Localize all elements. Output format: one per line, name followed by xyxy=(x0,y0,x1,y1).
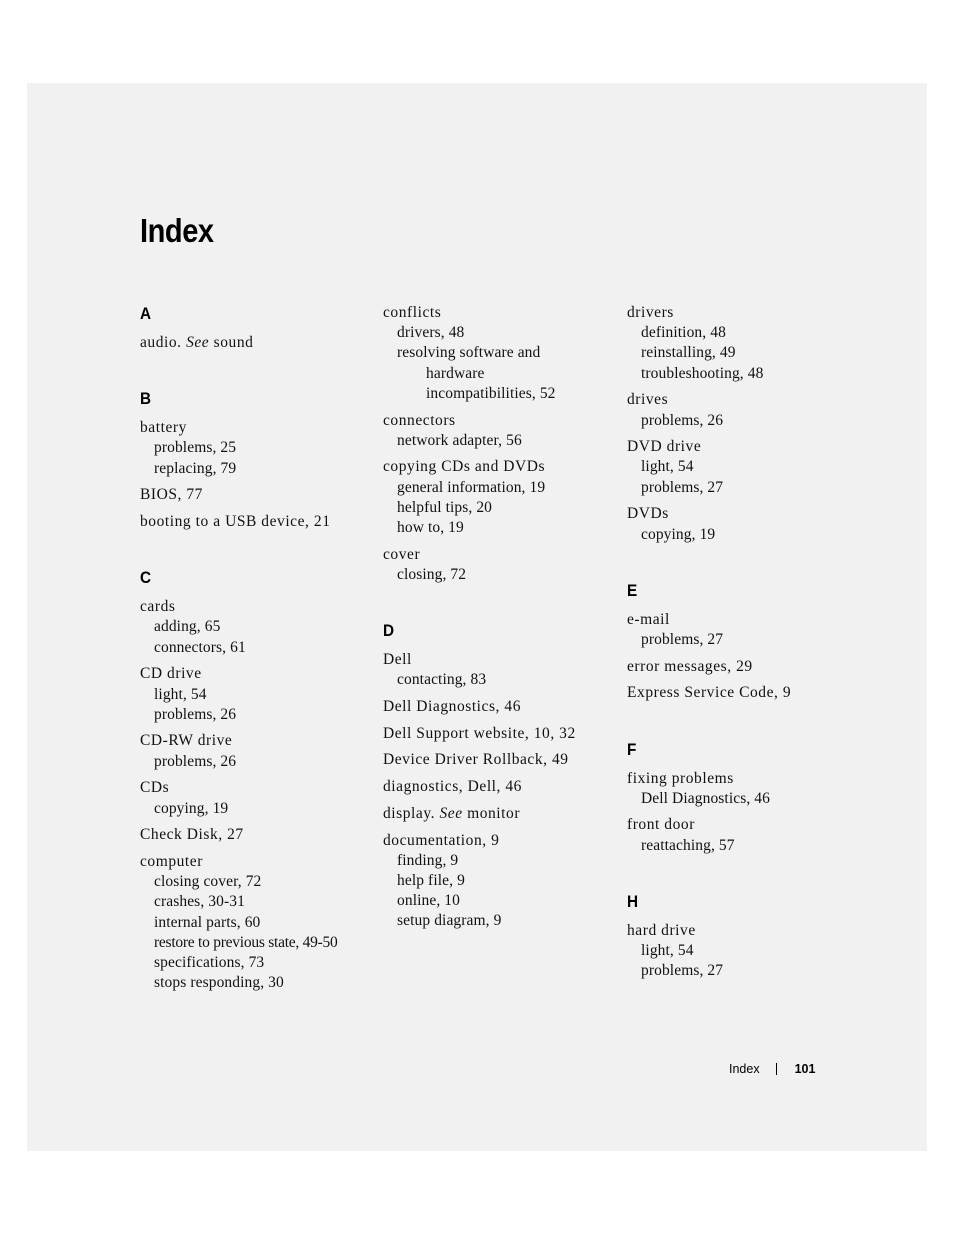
term-text: Dell Diagnostics, 46 xyxy=(383,698,521,716)
index-section xyxy=(383,620,615,931)
term-text: audio. xyxy=(140,334,182,351)
term-text: hard drive xyxy=(627,921,696,939)
term-text: copying CDs and DVDs xyxy=(383,458,546,476)
index-term xyxy=(140,731,372,751)
index-subentry: finding, 9 xyxy=(397,851,459,869)
index-term xyxy=(140,512,372,532)
index-term xyxy=(383,750,615,770)
index-entry xyxy=(383,545,615,585)
index-entry xyxy=(383,804,615,824)
index-entry xyxy=(627,683,859,703)
index-section xyxy=(627,739,859,856)
index-entry xyxy=(383,831,615,932)
index-term xyxy=(383,777,615,797)
term-text: Device Driver Rollback, 49 xyxy=(383,751,569,769)
section-letter: C xyxy=(140,568,152,588)
index-subentry: crashes, 30-31 xyxy=(154,893,245,911)
term-text: booting to a USB device, 21 xyxy=(140,513,331,531)
index-section xyxy=(140,388,372,532)
term-text: drivers xyxy=(627,304,674,321)
index-term xyxy=(383,831,615,851)
index-term xyxy=(140,485,372,505)
index-entry xyxy=(140,664,372,725)
index-subentry: light, 54 xyxy=(154,685,207,703)
index-subentry: stops responding, 30 xyxy=(154,974,284,992)
index-term xyxy=(627,657,859,677)
index-entry xyxy=(140,418,372,479)
index-entry xyxy=(140,852,372,993)
index-term xyxy=(627,504,859,524)
term-text: display. xyxy=(383,804,436,822)
index-subentry: light, 54 xyxy=(641,458,694,476)
term-text: cards xyxy=(140,598,176,616)
index-entry xyxy=(140,597,372,658)
index-entry xyxy=(383,777,615,797)
index-term xyxy=(383,545,615,565)
index-subentry: reattaching, 57 xyxy=(641,836,735,854)
index-subentry: helpful tips, 20 xyxy=(397,498,493,516)
index-term xyxy=(140,664,372,684)
index-subentry: problems, 27 xyxy=(641,962,724,980)
index-entry xyxy=(140,731,372,771)
term-text: conflicts xyxy=(383,304,442,321)
index-subentry: closing, 72 xyxy=(397,565,467,583)
term-text: Dell Support website, 10, 32 xyxy=(383,724,576,742)
term-text: CDs xyxy=(140,779,170,797)
index-term xyxy=(383,457,615,477)
index-subentry: copying, 19 xyxy=(154,799,229,817)
index-entry xyxy=(627,390,859,430)
page-footer xyxy=(729,1062,815,1076)
index-entry xyxy=(627,657,859,677)
index-entry xyxy=(383,303,615,404)
index-subentry: problems, 26 xyxy=(154,752,237,770)
section-letter: F xyxy=(627,739,637,759)
index-subentry: network adapter, 56 xyxy=(397,431,522,449)
index-term xyxy=(627,815,859,835)
index-section xyxy=(383,303,615,585)
index-term xyxy=(140,597,372,617)
index-entry xyxy=(627,921,859,982)
index-term xyxy=(383,724,615,744)
index-subentry: problems, 27 xyxy=(641,630,724,648)
index-subentry: drivers, 48 xyxy=(397,324,465,342)
index-section xyxy=(627,303,859,545)
index-section xyxy=(627,580,859,704)
index-column-3 xyxy=(627,303,859,1016)
index-term xyxy=(383,411,615,431)
index-entry xyxy=(627,610,859,650)
index-column-2 xyxy=(383,303,615,967)
index-subsubentry: hardware xyxy=(426,364,485,382)
see-reference: See xyxy=(186,334,210,351)
index-entry xyxy=(627,437,859,498)
index-subentry: problems, 26 xyxy=(641,411,724,429)
term-text: CD-RW drive xyxy=(140,732,233,750)
index-term xyxy=(627,683,859,703)
index-term xyxy=(140,418,372,438)
term-text: Check Disk, 27 xyxy=(140,826,244,844)
index-entry xyxy=(383,650,615,690)
index-subentry: contacting, 83 xyxy=(397,671,487,689)
page-number: 101 xyxy=(794,1062,816,1076)
index-subentry: resolving software and xyxy=(397,344,541,362)
index-term xyxy=(627,390,859,410)
index-subentry: adding, 65 xyxy=(154,618,221,636)
index-section xyxy=(140,567,372,993)
index-term xyxy=(627,437,859,457)
index-term xyxy=(140,825,372,845)
section-letter: E xyxy=(627,580,638,600)
term-text: computer xyxy=(140,852,203,870)
index-entry xyxy=(627,504,859,544)
footer-divider xyxy=(776,1063,777,1075)
section-letter: H xyxy=(627,891,639,911)
term-text: connectors xyxy=(383,411,456,429)
index-entry xyxy=(140,825,372,845)
index-subentry: connectors, 61 xyxy=(154,638,246,656)
term-text: battery xyxy=(140,419,187,437)
term-text: documentation, 9 xyxy=(383,831,500,849)
index-entry xyxy=(140,778,372,818)
index-subentry: reinstalling, 49 xyxy=(641,344,736,362)
term-text: cover xyxy=(383,545,421,563)
index-section xyxy=(140,303,372,353)
index-subsubentry: incompatibilities, 52 xyxy=(426,384,556,402)
index-subentry: problems, 26 xyxy=(154,705,237,723)
index-term xyxy=(627,303,859,323)
index-entry xyxy=(627,769,859,809)
term-text: e-mail xyxy=(627,610,670,628)
term-text: Dell xyxy=(383,651,412,669)
section-letter: B xyxy=(140,389,152,409)
index-subentry: internal parts, 60 xyxy=(154,913,261,931)
section-letter: D xyxy=(383,621,395,641)
index-entry xyxy=(140,512,372,532)
index-term xyxy=(383,650,615,670)
index-term xyxy=(140,852,372,872)
term-text: diagnostics, Dell, 46 xyxy=(383,778,522,796)
index-subentry: general information, 19 xyxy=(397,478,546,496)
index-subentry: help file, 9 xyxy=(397,871,465,889)
index-subentry: restore to previous state, 49-50 xyxy=(154,933,338,951)
index-term xyxy=(627,610,859,630)
term-text: fixing problems xyxy=(627,769,734,787)
index-subentry: copying, 19 xyxy=(641,525,716,543)
section-letter: A xyxy=(140,304,152,323)
term-text: BIOS, 77 xyxy=(140,486,203,504)
index-term xyxy=(627,921,859,941)
term-text: error messages, 29 xyxy=(627,657,753,675)
index-subentry: setup diagram, 9 xyxy=(397,912,502,930)
index-term xyxy=(140,778,372,798)
term-text: front door xyxy=(627,816,695,834)
index-subentry: Dell Diagnostics, 46 xyxy=(641,789,770,807)
term-text: CD drive xyxy=(140,665,202,683)
index-entry xyxy=(383,750,615,770)
page-title: Index xyxy=(140,212,214,249)
index-entry xyxy=(140,485,372,505)
index-section xyxy=(627,891,859,982)
index-entry xyxy=(383,411,615,451)
footer-label: Index xyxy=(729,1062,760,1076)
index-subentry: problems, 25 xyxy=(154,439,237,457)
index-term xyxy=(383,804,615,824)
term-text: drives xyxy=(627,391,669,409)
index-subentry: online, 10 xyxy=(397,892,460,910)
index-entry xyxy=(627,815,859,855)
see-target: sound xyxy=(213,334,254,351)
index-entry xyxy=(383,457,615,538)
term-text: DVD drive xyxy=(627,438,702,456)
see-reference: See xyxy=(439,804,463,822)
index-term xyxy=(383,697,615,717)
index-entry xyxy=(627,303,859,384)
index-subentry: troubleshooting, 48 xyxy=(641,364,764,382)
index-subentry: closing cover, 72 xyxy=(154,873,262,891)
term-text: Express Service Code, 9 xyxy=(627,684,792,702)
index-term xyxy=(627,769,859,789)
index-subentry: specifications, 73 xyxy=(154,953,265,971)
index-subentry: replacing, 79 xyxy=(154,459,237,477)
index-subentry: how to, 19 xyxy=(397,519,464,537)
index-subentry: light, 54 xyxy=(641,942,694,960)
index-term xyxy=(383,303,615,323)
index-term xyxy=(140,333,372,353)
index-subentry: definition, 48 xyxy=(641,324,726,342)
see-target: monitor xyxy=(467,804,521,822)
index-subentry: problems, 27 xyxy=(641,478,724,496)
term-text: DVDs xyxy=(627,505,669,523)
index-entry xyxy=(140,333,372,353)
index-column-1 xyxy=(140,303,372,1028)
index-entry xyxy=(383,724,615,744)
index-entry xyxy=(383,697,615,717)
